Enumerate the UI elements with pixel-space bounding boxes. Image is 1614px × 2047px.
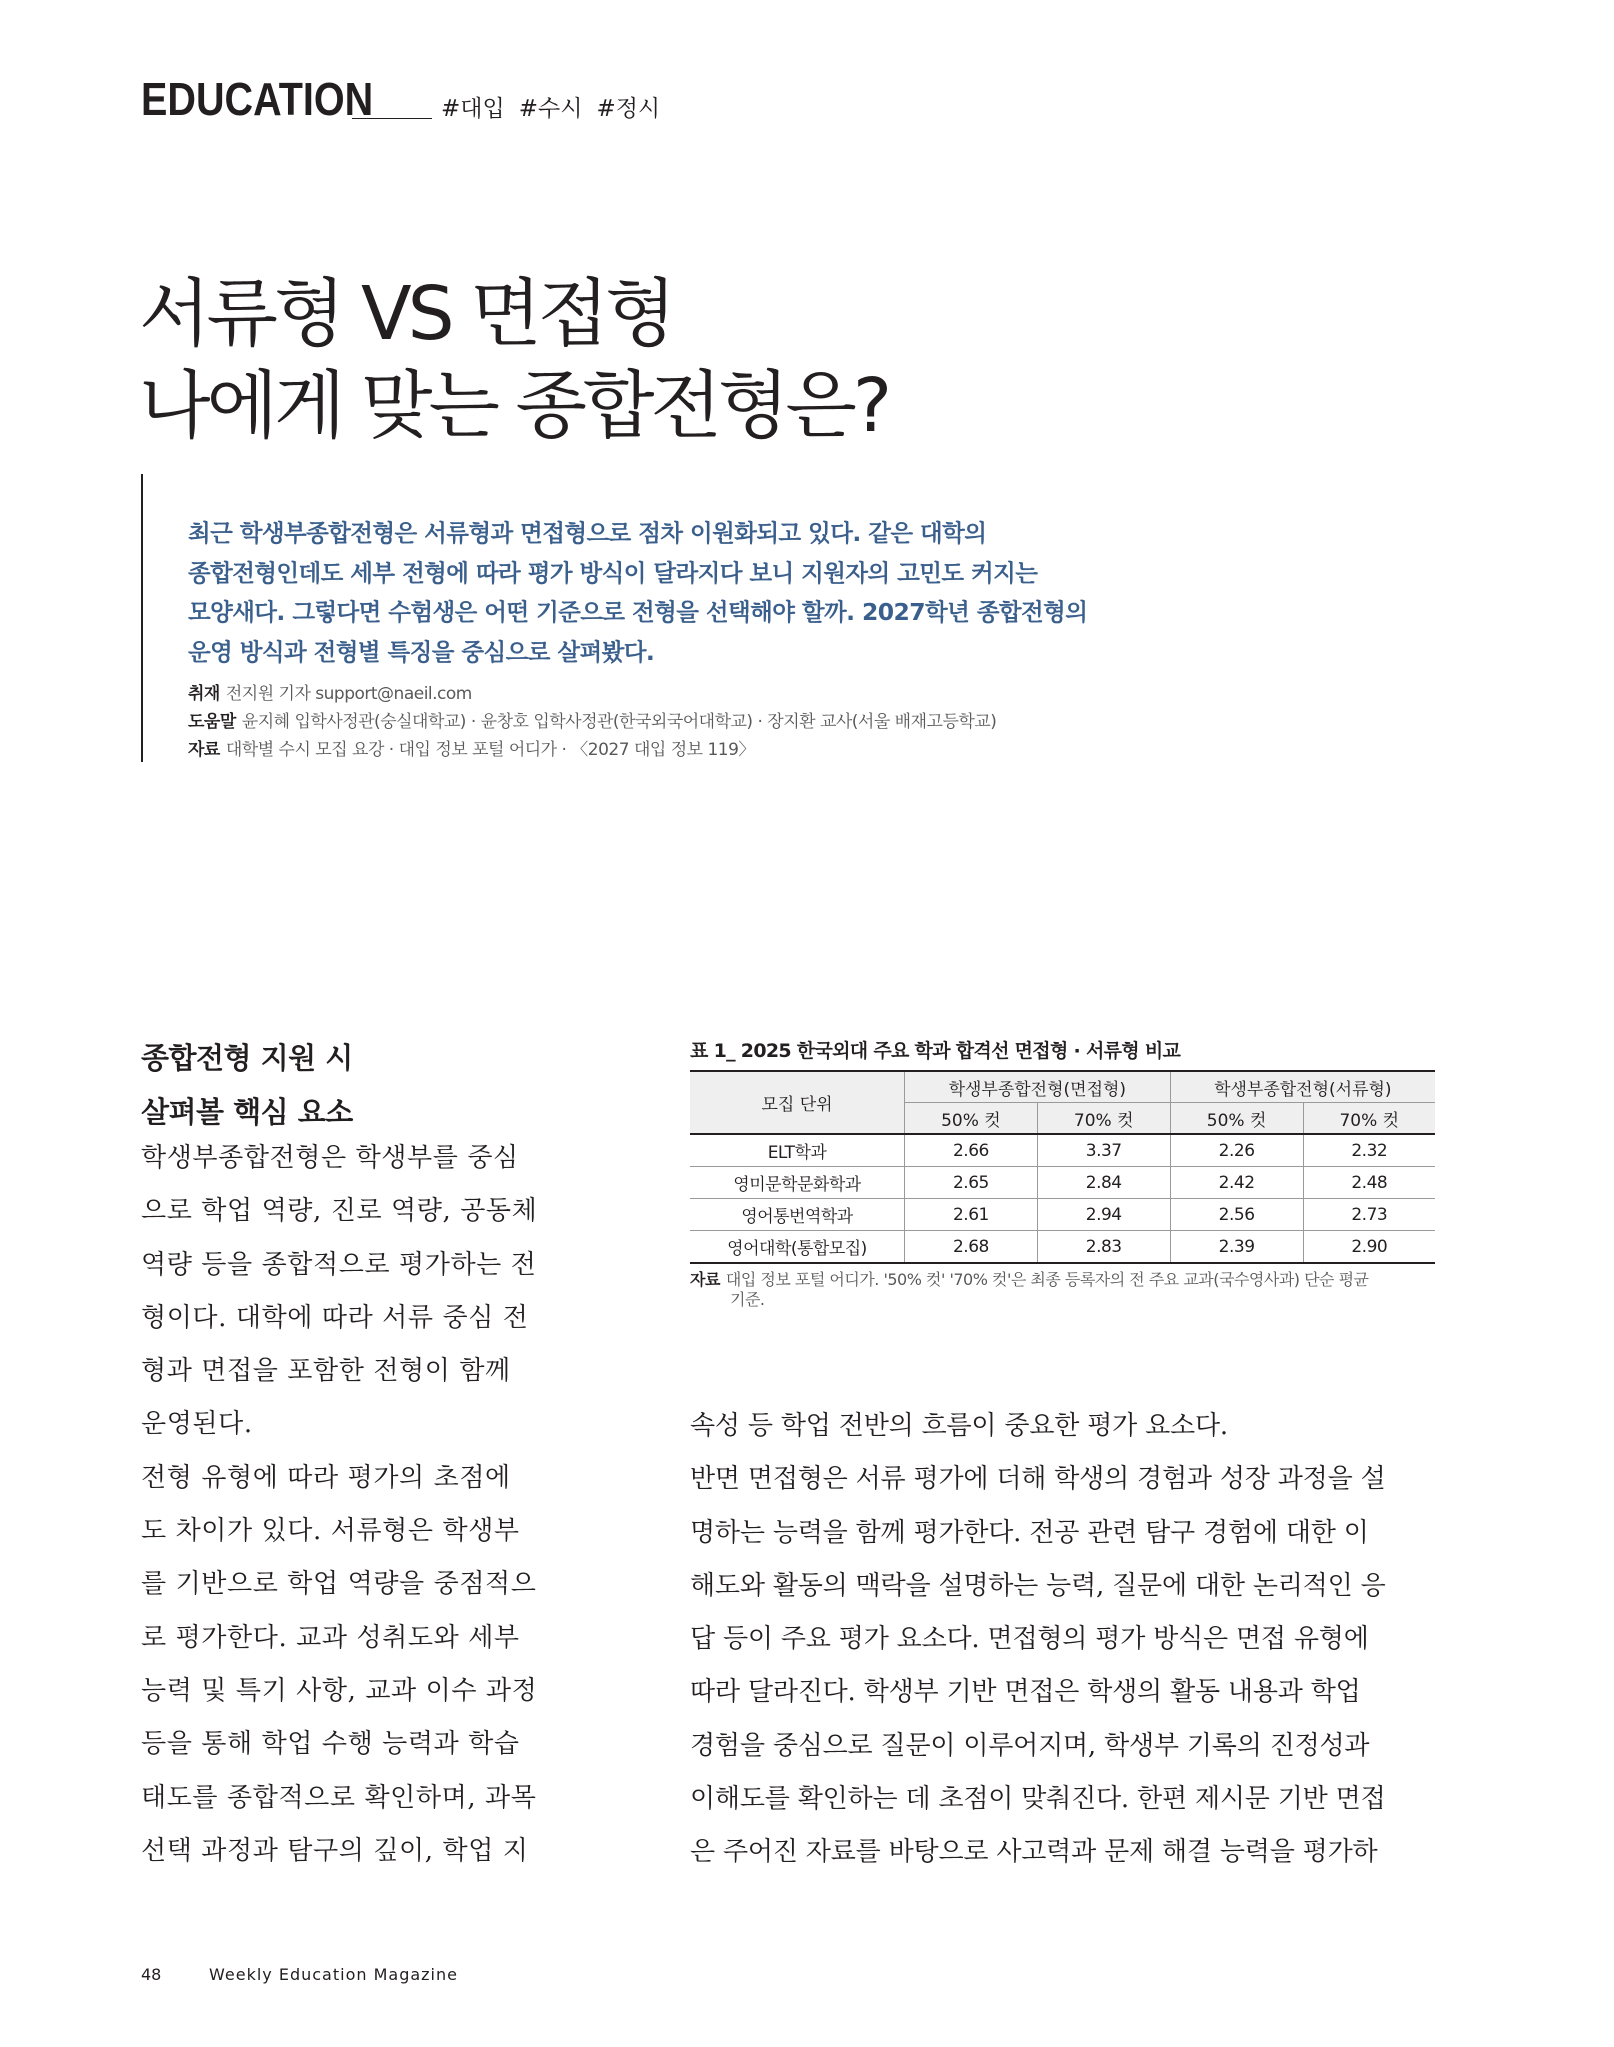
table-cell: 3.37 bbox=[1037, 1134, 1170, 1167]
body-line: 명하는 능력을 함께 평가한다. 전공 관련 탐구 경험에 대한 이 bbox=[690, 1517, 1369, 1548]
body-line: 형이다. 대학에 따라 서류 중심 전 bbox=[141, 1302, 529, 1333]
title-line: 서류형 VS 면접형 bbox=[139, 271, 673, 357]
body-line: 학생부종합전형은 학생부를 중심 bbox=[141, 1143, 519, 1173]
table-cell: 2.84 bbox=[1037, 1167, 1170, 1199]
table-cell: 2.42 bbox=[1170, 1167, 1303, 1199]
column-group-header: 학생부종합전형(면접형) bbox=[905, 1071, 1171, 1103]
table-cell: 2.66 bbox=[905, 1134, 1038, 1167]
body-line: 전형 유형에 따라 평가의 초점에 bbox=[141, 1462, 511, 1493]
body-line: 역량 등을 종합적으로 평가하는 전 bbox=[141, 1249, 537, 1280]
table-cell: 2.73 bbox=[1303, 1199, 1435, 1231]
table-cell: 2.94 bbox=[1037, 1199, 1170, 1231]
section-rule bbox=[352, 118, 432, 119]
lead-line: 운영 방식과 전형별 특징을 중심으로 살펴봤다. bbox=[188, 637, 655, 666]
section-label: EDUCATION bbox=[141, 73, 374, 125]
tag[interactable]: #대입 bbox=[441, 96, 505, 122]
table-cell: 2.90 bbox=[1303, 1231, 1435, 1264]
column-header: 70% 컷 bbox=[1303, 1103, 1435, 1135]
table-cell: 2.56 bbox=[1170, 1199, 1303, 1231]
body-line: 선택 과정과 탐구의 깊이, 학업 지 bbox=[141, 1835, 529, 1866]
table-cell: 2.65 bbox=[905, 1167, 1038, 1199]
body-line: 반면 면접형은 서류 평가에 더해 학생의 경험과 성장 과정을 설 bbox=[690, 1464, 1386, 1495]
magazine-name: Weekly Education Magazine bbox=[209, 1965, 458, 1984]
body-line: 운영된다. bbox=[141, 1409, 253, 1440]
body-line: 를 기반으로 학업 역량을 중점적으 bbox=[141, 1569, 537, 1600]
body-line: 으로 학업 역량, 진로 역량, 공동체 bbox=[141, 1196, 538, 1227]
column-group-header: 학생부종합전형(서류형) bbox=[1170, 1071, 1435, 1103]
article-title bbox=[139, 268, 888, 452]
table-cell: 영어통번역학과 bbox=[690, 1199, 905, 1231]
comparison-table bbox=[690, 1070, 1435, 1264]
table-row bbox=[690, 1134, 1435, 1167]
table-row bbox=[690, 1199, 1435, 1231]
table-cell: 영어대학(통합모집) bbox=[690, 1231, 905, 1264]
table-title: 표 1_ 2025 한국외대 주요 학과 합격선 면접형 · 서류형 비교 bbox=[690, 1040, 1181, 1062]
table-cell: 2.83 bbox=[1037, 1231, 1170, 1264]
table-cell: 2.26 bbox=[1170, 1134, 1303, 1167]
credit-advisors: 도움말 윤지혜 입학사정관(숭실대학교) · 윤창호 입학사정관(한국외국어대학교) · 장지환 교사(서울 배재고등학교) bbox=[188, 712, 997, 732]
body-line: 속성 등 학업 전반의 흐름이 중요한 평가 요소다. bbox=[690, 1411, 1228, 1441]
table-row bbox=[690, 1167, 1435, 1199]
body-line: 로 평가한다. 교과 성취도와 세부 bbox=[141, 1622, 520, 1653]
column-header: 50% 컷 bbox=[905, 1103, 1038, 1135]
credit-reporter: 취재 전지원 기자 support@naeil.com bbox=[188, 684, 472, 704]
table-cell: 2.61 bbox=[905, 1199, 1038, 1231]
lead-divider bbox=[141, 474, 143, 762]
lead-line: 최근 학생부종합전형은 서류형과 면접형으로 점차 이원화되고 있다. 같은 대학의 bbox=[188, 519, 987, 547]
body-line: 능력 및 특기 사항, 교과 이수 과정 bbox=[141, 1675, 538, 1706]
table-cell: 2.32 bbox=[1303, 1134, 1435, 1167]
table-cell: 영미문학문화학과 bbox=[690, 1167, 905, 1199]
credits bbox=[188, 680, 996, 764]
body-text-left bbox=[141, 1132, 561, 1878]
page-number: 48 bbox=[141, 1965, 162, 1984]
body-line: 해도와 활동의 맥락을 설명하는 능력, 질문에 대한 논리적인 응 bbox=[690, 1570, 1386, 1601]
table-cell: 2.68 bbox=[905, 1231, 1038, 1264]
section-subheading bbox=[141, 1031, 353, 1139]
column-header-unit: 모집 단위 bbox=[690, 1071, 905, 1134]
column-header: 70% 컷 bbox=[1037, 1103, 1170, 1135]
body-line: 형과 면접을 포함한 전형이 함께 bbox=[141, 1356, 511, 1387]
lead-line: 종합전형인데도 세부 전형에 따라 평가 방식이 달라지다 보니 지원자의 고민도 커지는 bbox=[188, 558, 1038, 587]
subheading-line: 살펴볼 핵심 요소 bbox=[141, 1095, 353, 1129]
credit-sources: 자료 대학별 수시 모집 요강 · 대입 정보 포털 어디가 · 〈2027 대입 정보 119〉 bbox=[188, 740, 755, 760]
body-line: 태도를 종합적으로 확인하며, 과목 bbox=[141, 1782, 537, 1813]
lead-line: 모양새다. 그렇다면 수험생은 어떤 기준으로 전형을 선택해야 할까. 2027학년 종합전형의 bbox=[188, 598, 1088, 626]
tag[interactable]: #수시 bbox=[518, 96, 583, 122]
table-cell: 2.48 bbox=[1303, 1167, 1435, 1199]
lead-paragraph bbox=[188, 514, 1148, 672]
body-line: 도 차이가 있다. 서류형은 학생부 bbox=[141, 1516, 520, 1547]
title-line: 나에게 맞는 종합전형은? bbox=[139, 363, 889, 449]
table-cell: 2.39 bbox=[1170, 1231, 1303, 1264]
body-line: 따라 달라진다. 학생부 기반 면접은 학생의 활동 내용과 학업 bbox=[690, 1677, 1361, 1708]
tag[interactable]: #정시 bbox=[596, 96, 661, 122]
body-line: 경험을 중심으로 질문이 이루어지며, 학생부 기록의 진정성과 bbox=[690, 1730, 1370, 1761]
body-line: 등을 통해 학업 수행 능력과 학습 bbox=[141, 1729, 520, 1760]
table-row bbox=[690, 1231, 1435, 1264]
column-header: 50% 컷 bbox=[1170, 1103, 1303, 1135]
table-source-note: 자료 대입 정보 포털 어디가. '50% 컷' '70% 컷'은 최종 등록자의 전 주요 교과(국수영사과) 단순 평균 기준. bbox=[690, 1270, 1369, 1309]
body-line: 은 주어진 자료를 바탕으로 사고력과 문제 해결 능력을 평가하 bbox=[690, 1837, 1378, 1868]
subheading-line: 종합전형 지원 시 bbox=[141, 1041, 353, 1075]
body-line: 이해도를 확인하는 데 초점이 맞춰진다. 한편 제시문 기반 면접 bbox=[690, 1784, 1386, 1815]
table-cell: ELT학과 bbox=[690, 1134, 905, 1167]
body-text-right bbox=[690, 1400, 1440, 1880]
tag-list bbox=[441, 90, 660, 123]
body-line: 답 등이 주요 평가 요소다. 면접형의 평가 방식은 면접 유형에 bbox=[690, 1624, 1369, 1655]
